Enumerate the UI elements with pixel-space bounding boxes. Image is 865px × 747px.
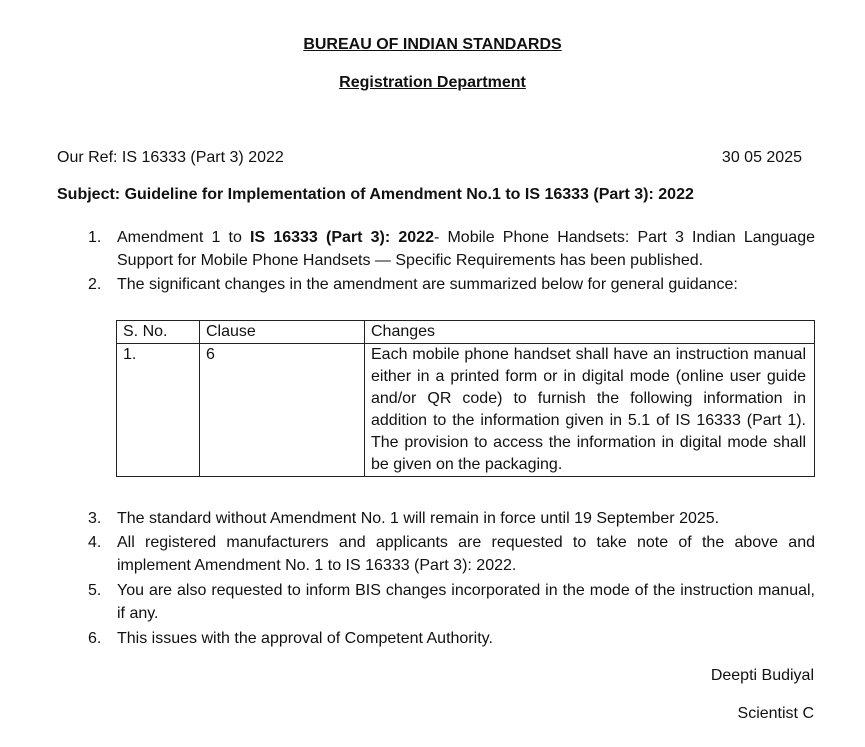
header-changes: Changes <box>365 321 815 344</box>
cell-sno: 1. <box>117 344 200 477</box>
department-title: Registration Department <box>339 74 526 91</box>
list-text: All registered manufacturers and applicants are requested to take note of the above and implement Amendment No. 1 to IS 16333 (Part 3): 2022. <box>117 534 815 574</box>
signatory-name: Deepti Budiyal <box>710 667 814 684</box>
document-title: BUREAU OF INDIAN STANDARDS <box>303 36 562 53</box>
table-header-row <box>117 321 815 344</box>
list-text: This issues with the approval of Competent Authority. <box>117 630 493 647</box>
list-number: 1. <box>88 229 102 246</box>
list-number: 5. <box>88 582 102 599</box>
document-date: 30 05 2025 <box>721 149 802 166</box>
header-sno: S. No. <box>117 321 200 344</box>
cell-clause: 6 <box>200 344 365 477</box>
list-text: You are also requested to inform BIS changes incorporated in the mode of the instruction manual, if any. <box>117 582 815 622</box>
changes-table <box>116 320 815 477</box>
list-text: The significant changes in the amendment are summarized below for general guidance: <box>117 276 738 293</box>
subject-line: Subject: Guideline for Implementation of Amendment No.1 to IS 16333 (Part 3): 2022 <box>57 186 694 203</box>
item-text-prefix: Amendment 1 to <box>117 229 251 246</box>
cell-changes: Each mobile phone handset shall have an instruction manual either in a printed form or in digital mode (online user guide and/or QR code) to furnish the following information in addition to the information given in 5.1 of IS 16333 (Part 1). The provision to access the information in digital mode shall be given on the packaging. <box>365 344 815 477</box>
list-text <box>117 226 815 272</box>
reference-number: Our Ref: IS 16333 (Part 3) 2022 <box>57 149 284 166</box>
item-text-suffix: - Mobile Phone Handsets: Part 3 Indian Language Support for Mobile Phone Handsets — Specific Requirements has been published. <box>117 229 816 269</box>
header-clause: Clause <box>200 321 365 344</box>
list-text: The standard without Amendment No. 1 will remain in force until 19 September 2025. <box>117 510 720 527</box>
signatory-title: Scientist C <box>737 705 814 722</box>
list-number: 4. <box>88 534 102 551</box>
list-number: 6. <box>88 630 102 647</box>
list-number: 2. <box>88 276 102 293</box>
list-number: 3. <box>88 510 102 527</box>
standard-reference: IS 16333 (Part 3): 2022 <box>250 229 434 246</box>
table-row <box>117 344 815 477</box>
